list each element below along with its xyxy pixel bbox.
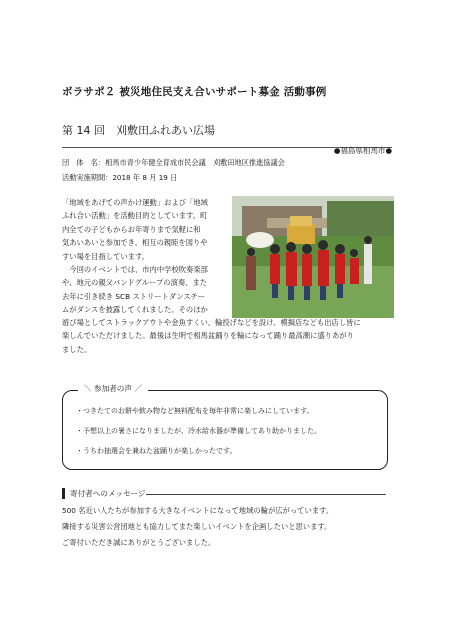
donor-message-line: 500 名近い人たちが参加する大きなイベントになって地域の輪が広がっています。 (62, 506, 334, 515)
slash-left-icon: ＼ (84, 384, 95, 393)
document-title: ボラサポ２ 被災地住民支え合いサポート募金 活動事例 (62, 86, 327, 98)
intro-line: 内全ての子どもからお年寄りまで気軽に和 (62, 224, 201, 234)
intro-line: 去年に引き続き SCB ストリートダンスチー (62, 291, 206, 301)
intro-line: 「地域をあげての声かけ運動」および「地域 (62, 198, 208, 207)
donor-heading-bar (62, 488, 65, 499)
intro-line: すい場を目指しています。 (62, 251, 149, 261)
donor-message-line: ご寄付いただき誠にありがとうございました。 (62, 538, 216, 547)
activity-date: 活動実施期間：2018 年 8 月 19 日 (62, 173, 178, 182)
continuation-line: ました。 (62, 344, 92, 354)
intro-line: ムがダンスを披露してくれました。そのほか (62, 305, 208, 315)
voice-item: ・うちわ抽選会を兼ねた盆踊りが楽しかったです。 (76, 447, 237, 455)
voice-item: ・予想以上の暑さになりましたが、冷水給水器が準備してあり助かりました。 (76, 427, 321, 435)
intro-line: 今回のイベントでは、市内中学校吹奏楽部 (62, 265, 208, 275)
donor-heading-rule (146, 494, 386, 495)
organization-name: 団 体 名：相馬市青少年健全育成市民会議 刈敷田地区推進協議会 (62, 158, 285, 167)
continuation-paragraph (62, 316, 396, 356)
continuation-line: 遊び場としてストラックアウトや金魚すくい、輪投げなどを設け、模擬店なども出店し皆に (62, 318, 361, 327)
event-photo (232, 196, 394, 318)
continuation-line: 楽しんでいただけました。最後は生明で相馬盆踊りを輪になって踊り最高潮に盛りあがり (62, 331, 354, 341)
participant-voices-heading: ＼ 参加者の声 ／ (78, 383, 148, 394)
festival-photo-illustration (232, 196, 394, 318)
intro-line: や、地元の親父バンドグループの演奏、また (62, 278, 208, 288)
donor-message-heading: 寄付者へのメッセージ (70, 489, 146, 498)
intro-line: ふれ合い活動」を活動目的としています。町 (62, 211, 208, 221)
intro-line: 気あいあいと参加でき、相互の親睦を図りや (62, 238, 208, 248)
region-label: ●福島県相馬市● (333, 146, 392, 155)
intro-paragraph (62, 196, 230, 317)
donor-message-line: 隣接する災害公営団地とも協力してまた楽しいイベントを企画したいと思います。 (62, 522, 332, 531)
case-title: 第 14 回 刈敷田ふれあい広場 (62, 124, 215, 137)
slash-right-icon: ／ (131, 384, 142, 393)
voice-item: ・つきたてのお餅や飲み物など無料配布を毎年非常に楽しみにしています。 (76, 407, 314, 415)
